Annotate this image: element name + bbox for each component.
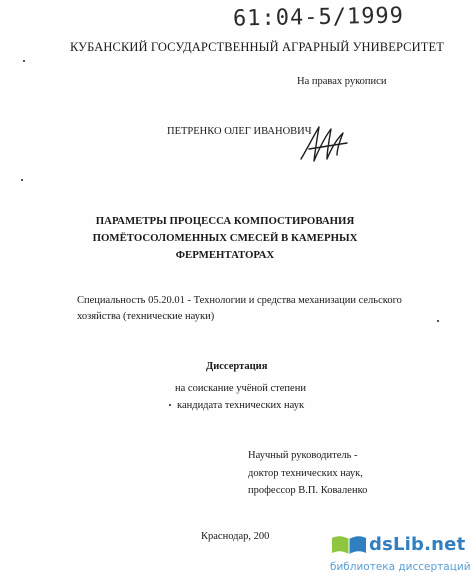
dissertation-title <box>60 213 390 264</box>
dslib-watermark[interactable] <box>325 528 471 580</box>
scan-dot <box>21 179 23 181</box>
university-name: КУБАНСКИЙ ГОСУДАРСТВЕННЫЙ АГРАРНЫЙ УНИВЕРСИТЕТ <box>70 40 444 54</box>
watermark-subtitle: библиотека диссертаций <box>330 561 471 573</box>
author-name: ПЕТРЕНКО ОЛЕГ ИВАНОВИЧ <box>167 126 312 137</box>
work-type: Диссертация <box>206 361 268 372</box>
watermark-brand: dsLib.net <box>369 534 466 555</box>
book-icon <box>330 532 368 556</box>
supervisor-line: профессор В.П. Коваленко <box>248 485 368 496</box>
manuscript-rights: На правах рукописи <box>297 76 387 87</box>
city-year: Краснодар, 200 <box>201 531 270 542</box>
scan-dot <box>437 320 439 322</box>
supervisor-line: Научный руководитель - <box>248 450 358 461</box>
supervisor-line: доктор технических наук, <box>248 467 363 479</box>
degree-line: на соискание учёной степени <box>175 383 306 394</box>
archive-code: 61:04-5/1999 <box>232 3 405 32</box>
specialty-line: хозяйства (технические науки) <box>77 310 215 322</box>
degree-line: кандидата технических наук <box>177 400 305 411</box>
specialty-line: Специальность 05.20.01 - Технологии и средства механизации сельского <box>77 295 402 306</box>
title-line: ПАРАМЕТРЫ ПРОЦЕССА КОМПОСТИРОВАНИЯ <box>95 215 355 227</box>
scan-dot <box>23 60 25 62</box>
title-line: ПОМЁТОСОЛОМЕННЫХ СМЕСЕЙ В КАМЕРНЫХ <box>92 232 358 244</box>
supervisor-block <box>248 447 367 500</box>
scan-dot <box>169 404 171 406</box>
specialty <box>77 293 407 324</box>
title-line: ФЕРМЕНТАТОРАХ <box>175 249 275 261</box>
author-signature <box>297 119 357 169</box>
